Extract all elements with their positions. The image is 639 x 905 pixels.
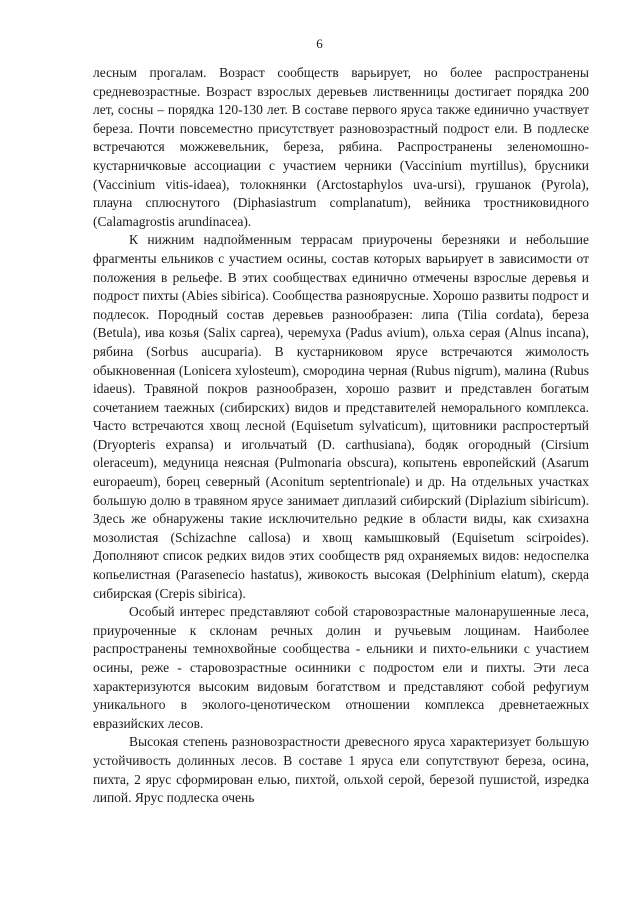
paragraph-stand-structure: Высокая степень разновозрастности древесного яруса характеризует большую устойчивость долинных лесов. В составе 1 яруса ели сопутствуют береза, осина, пихта, 2 ярус сформирован елью, пихтой, ольхой серой, березой пушистой, изредка липой. Ярус подлеска очень	[93, 734, 589, 806]
paragraph-continuation: лесным прогалам. Возраст сообществ варьирует, но более распространены средневозрастные. Возраст взрослых деревьев лиственницы достигает порядка 200 лет, сосны – порядка 120-130 лет. В составе первого яруса также единично участвует береза. Почти повсеместно присутствует разновозрастный подрост ели. В подлеске встречаются можжевельник, береза, рябина. Распространены зеленомошно-кустарничковые ассоциации с участием черники (Vaccinium myrtillus), брусники (Vaccinium vitis-idaea), толокнянки (Arctostaphylos uva-ursi), грушанок (Pyrola), плауна сплюснутого (Diphasiastrum complanatum), вейника тростниковидного (Calamagrostis arundinacea).	[93, 65, 589, 229]
page-number: 6	[316, 36, 323, 51]
paragraph-birch-forests: К нижним надпойменным террасам приурочены березняки и небольшие фрагменты ельников с участием осины, состав которых варьирует в зависимости от положения в рельефе. В этих сообществах единично отмечены взрослые деревья и подрост пихты (Abies sibirica). Сообщества разноярусные. Хорошо развиты подрост и подлесок. Породный состав деревьев разнообразен: липа (Tilia cordata), береза (Betula), ива козья (Salix caprea), черемуха (Padus avium), ольха серая (Alnus incana), рябина (Sorbus aucuparia). В кустарниковом ярусе встречаются жимолость обыкновенная (Lonicera xylosteum), смородина черная (Rubus nigrum), малина (Rubus idaeus). Травяной покров разнообразен, хорошо развит и представлен богатым сочетанием таежных (сибирских) видов и представителей неморального комплекса. Часто встречаются хвощ лесной (Equisetum sylvaticum), щитовники распростертый (Dryopteris expansa) и игольчатый (D. carthusiana), бодяк огородный (Cirsium oleraceum), медуница неясная (Pulmonaria obscura), копытень европейский (Asarum europaeum), борец северный (Aconitum septentrionale) и др. На отдельных участках большую долю в травяном ярусе занимает диплазий сибирский (Diplazium sibiricum). Здесь же обнаружены такие исключительно редкие в области виды, как схизахна мозолистая (Schizachne callosa) и хвощ камышковый (Equisetum scirpoides). Дополняют список редких видов этих сообществ ряд охраняемых видов: недоспелка копьелистная (Parasenecio hastatus), живокость высокая (Delphinium elatum), скерда сибирская (Crepis sibirica).	[93, 232, 589, 601]
paragraph-old-growth-forests: Особый интерес представляют собой старовозрастные малонарушенные леса, приуроченные к склонам речных долин и ручьевым лощинам. Наиболее распространены темнохвойные сообщества - ельники и пихто-ельники с участием осины, реже - старовозрастные осинники с подростом ели и пихты. Эти леса характеризуются высоким видовым богатством и представляют собой рефугиум уникального в эколого-ценотическом отношении комплекса древнетаежных евразийских лесов.	[93, 604, 589, 731]
body-text	[93, 64, 589, 808]
